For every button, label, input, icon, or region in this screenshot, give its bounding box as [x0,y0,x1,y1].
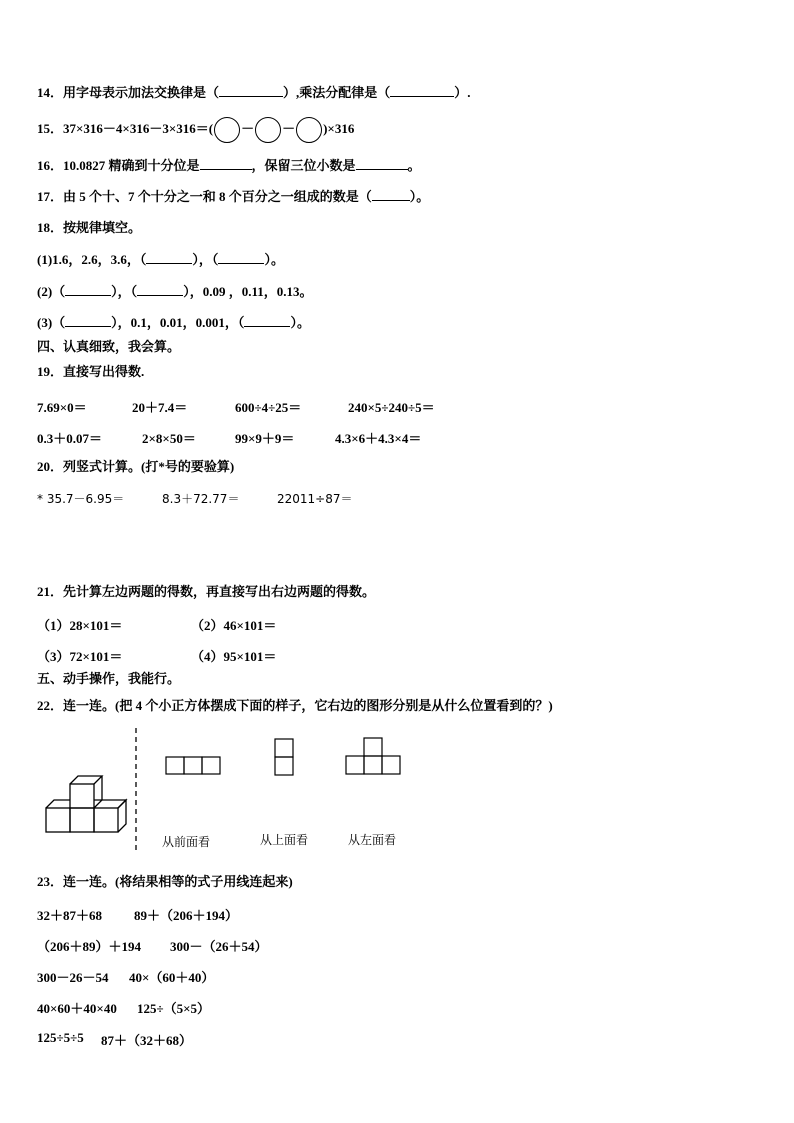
q19-r2-item-3: 99×9＋9＝ [235,431,295,446]
q23-left-2: （206＋89）＋194 [37,939,142,954]
q21-item-2: （2）46×101＝ [191,618,277,633]
q23-right-3: 40×（60＋40） [129,970,215,985]
question-16 [37,157,421,174]
q18-r2-text-a: (2)（ [37,284,66,299]
q18-r3-blank-2[interactable] [244,314,290,327]
question-18-row-1 [37,251,284,268]
question-22-title: 22．连一连。(把 4 个小正方体摆成下面的样子，它右边的图形分别是从什么位置看到的？) [37,698,553,713]
q20-item-2: 8.3＋72.77＝ [162,492,240,506]
q16-blank-2[interactable] [356,157,408,170]
q18-r3-text-a: (3)（ [37,315,66,330]
view-label-top: 从上面看 [260,833,309,847]
dashed-divider [134,728,138,854]
q18-r3-text-c: ）。 [290,315,310,330]
q21-item-3: （3）72×101＝ [37,649,123,664]
q16-text-b: ，保留三位小数是 [251,158,356,173]
q17-blank[interactable] [372,188,410,201]
q19-r1-item-3: 600÷4÷25＝ [235,400,302,415]
q18-r2-blank-2[interactable] [137,283,183,296]
q23-right-1: 89＋（206＋194） [134,908,239,923]
q14-text-b: ）,乘法分配律是（ [283,85,391,100]
q20-item-1: * 35.7－6.95＝ [37,492,125,506]
q23-left-5: 125÷5÷5 [37,1030,84,1045]
q21-item-1: （1）28×101＝ [37,618,123,633]
view-label-left: 从左面看 [348,833,397,847]
q19-r2-item-2: 2×8×50＝ [142,431,196,446]
q18-r3-text-b: ），0.1，0.01，0.001，（ [111,315,245,330]
q18-r3-blank-1[interactable] [65,314,111,327]
q23-right-4: 125÷（5×5） [137,1001,211,1016]
q18-r1-blank-2[interactable] [218,251,264,264]
q23-left-4: 40×60＋40×40 [37,1001,117,1016]
section-5-heading: 五、动手操作，我能行。 [37,671,181,686]
q19-r1-item-4: 240×5÷240÷5＝ [348,400,435,415]
view-label-front: 从前面看 [162,835,211,849]
view-figure-3 [344,737,402,775]
q15-text-b: )×316 [323,121,355,136]
q15-text-a: 15．37×316－4×316－3×316＝( [37,121,214,136]
q14-blank-2[interactable] [390,84,454,97]
q21-item-4: （4）95×101＝ [191,649,277,664]
q18-r1-text-a: (1)1.6，2.6，3.6，（ [37,252,147,267]
q15-circle-1[interactable] [214,117,240,143]
question-15 [37,116,354,143]
q23-left-1: 32＋87＋68 [37,908,103,923]
q23-right-5: 87＋（32＋68） [101,1033,193,1048]
q14-text-a: 14．用字母表示加法交换律是（ [37,85,220,100]
question-14 [37,84,471,101]
question-20-title: 20．列竖式计算。(打*号的要验算) [37,459,235,474]
q15-circle-3[interactable] [296,117,322,143]
q18-r2-text-c: ），0.09 ，0.11，0.13。 [183,284,313,299]
question-17 [37,188,429,205]
question-19-title: 19．直接写出得数. [37,364,145,379]
question-18-row-3 [37,314,310,331]
cube-stack-figure [40,770,130,838]
q15-circle-2[interactable] [255,117,281,143]
q23-right-2: 300－（26＋54） [170,939,268,954]
q16-blank-1[interactable] [200,157,252,170]
question-18-row-2 [37,283,312,300]
q15-minus-1: － [241,121,255,136]
q17-text-a: 17．由 5 个十、7 个十分之一和 8 个百分之一组成的数是（ [37,189,372,204]
q15-minus-2: － [282,121,296,136]
q18-r2-blank-1[interactable] [65,283,111,296]
q18-r1-text-b: ），（ [192,252,219,267]
view-figure-2 [273,738,295,776]
q18-r1-text-c: ）。 [264,252,284,267]
view-figure-1 [164,756,222,776]
q17-text-b: ）。 [409,189,430,204]
q23-left-3: 300－26－54 [37,970,109,985]
q19-r1-item-2: 20＋7.4＝ [132,400,188,415]
q18-r1-blank-1[interactable] [146,251,192,264]
q19-r2-item-1: 0.3＋0.07＝ [37,431,103,446]
q14-text-c: ）. [454,85,471,100]
q18-r2-text-b: ），（ [111,284,138,299]
q14-blank-1[interactable] [219,84,283,97]
question-23-title: 23．连一连。(将结果相等的式子用线连起来) [37,874,293,889]
question-21-title: 21．先计算左边两题的得数，再直接写出右边两题的得数。 [37,584,376,599]
section-4-heading: 四、认真细致，我会算。 [37,339,181,354]
q19-r1-item-1: 7.69×0＝ [37,400,87,415]
q16-text-c: 。 [407,158,421,173]
q19-r2-item-4: 4.3×6＋4.3×4＝ [335,431,422,446]
q16-text-a: 16．10.0827 精确到十分位是 [37,158,200,173]
q20-item-3: 22011÷87＝ [277,492,353,506]
question-18-title: 18．按规律填空。 [37,220,142,235]
